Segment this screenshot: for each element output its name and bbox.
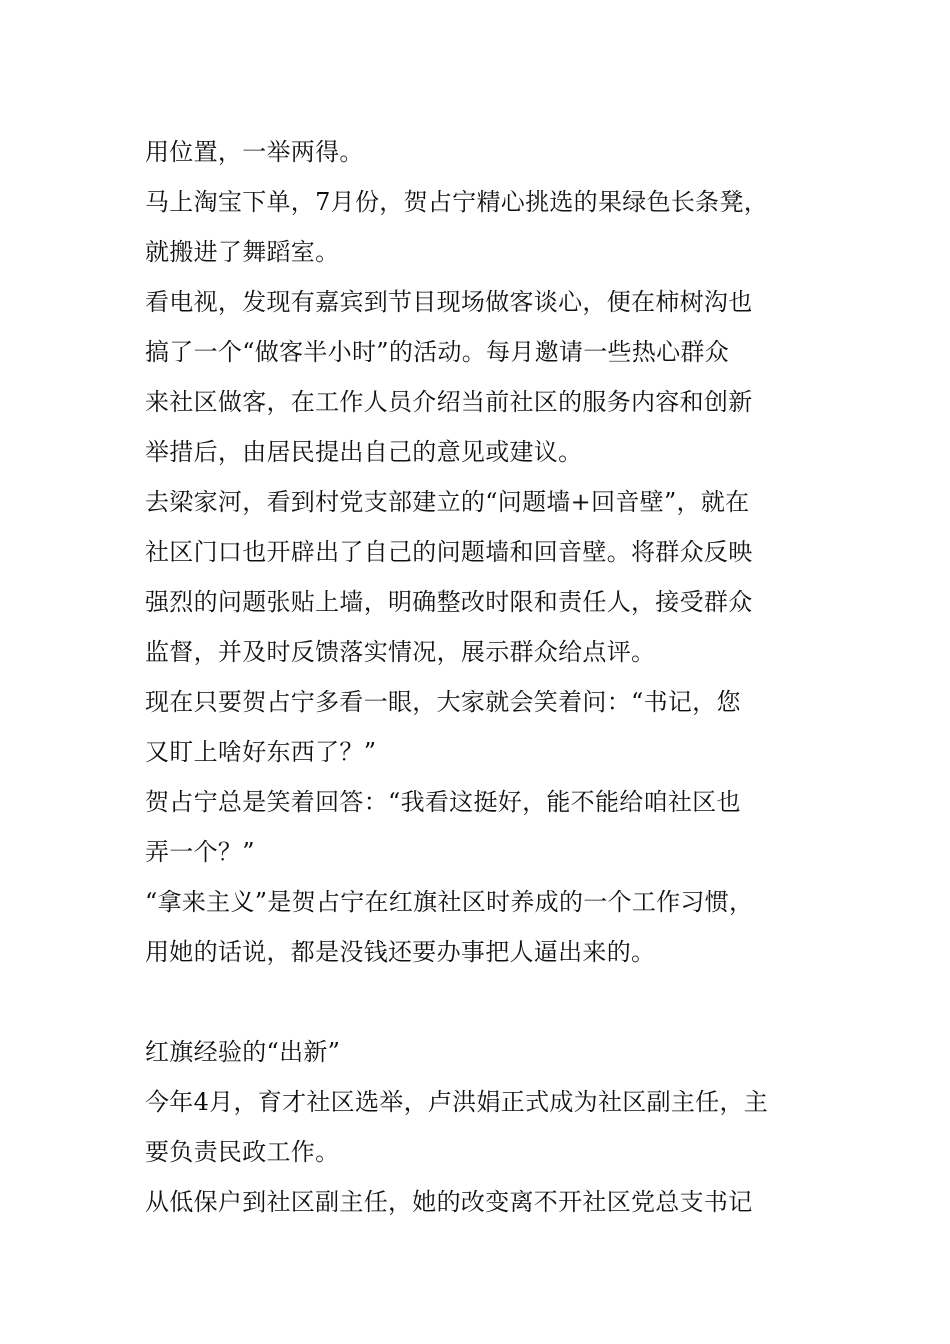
text-line: 用她的话说，都是没钱还要办事把人逼出来的。 (145, 938, 656, 966)
section-heading: 红旗经验的“出新” (145, 1038, 341, 1066)
text-line: 弄一个？” (145, 838, 255, 866)
text-line: 就搬进了舞蹈室。 (145, 238, 340, 266)
paragraph-spacer (145, 977, 815, 1027)
text-line: “拿来主义”是贺占宁在红旗社区时养成的一个工作习惯， (145, 888, 754, 916)
text-line: 强烈的问题张贴上墙，明确整改时限和责任人，接受群众 (145, 588, 753, 616)
text-line: 来社区做客，在工作人员介绍当前社区的服务内容和创新 (145, 388, 753, 416)
text-line: 又盯上啥好东西了？” (145, 738, 377, 766)
text-line: 看电视，发现有嘉宾到节目现场做客谈心，便在柿树沟也 (145, 288, 753, 316)
text-line: 去梁家河，看到村党支部建立的“问题墙+回音壁”，就在 (145, 488, 750, 516)
text-line: 从低保户到社区副主任，她的改变离不开社区党总支书记 (145, 1188, 753, 1216)
text-line: 现在只要贺占宁多看一眼，大家就会笑着问：“书记，您 (145, 688, 741, 716)
text-line: 要负责民政工作。 (145, 1138, 340, 1166)
text-line: 搞了一个“做客半小时”的活动。每月邀请一些热心群众 (145, 338, 730, 366)
text-line: 今年4月，育才社区选举，卢洪娟正式成为社区副主任，主 (145, 1088, 769, 1116)
text-line: 马上淘宝下单，7月份，贺占宁精心挑选的果绿色长条凳， (145, 188, 769, 216)
text-line: 社区门口也开辟出了自己的问题墙和回音壁。将群众反映 (145, 538, 753, 566)
document-body (145, 127, 815, 1227)
text-line: 举措后，由居民提出自己的意见或建议。 (145, 438, 583, 466)
text-line: 用位置，一举两得。 (145, 138, 364, 166)
text-line: 监督，并及时反馈落实情况，展示群众给点评。 (145, 638, 656, 666)
text-line: 贺占宁总是笑着回答：“我看这挺好，能不能给咱社区也 (145, 788, 741, 816)
